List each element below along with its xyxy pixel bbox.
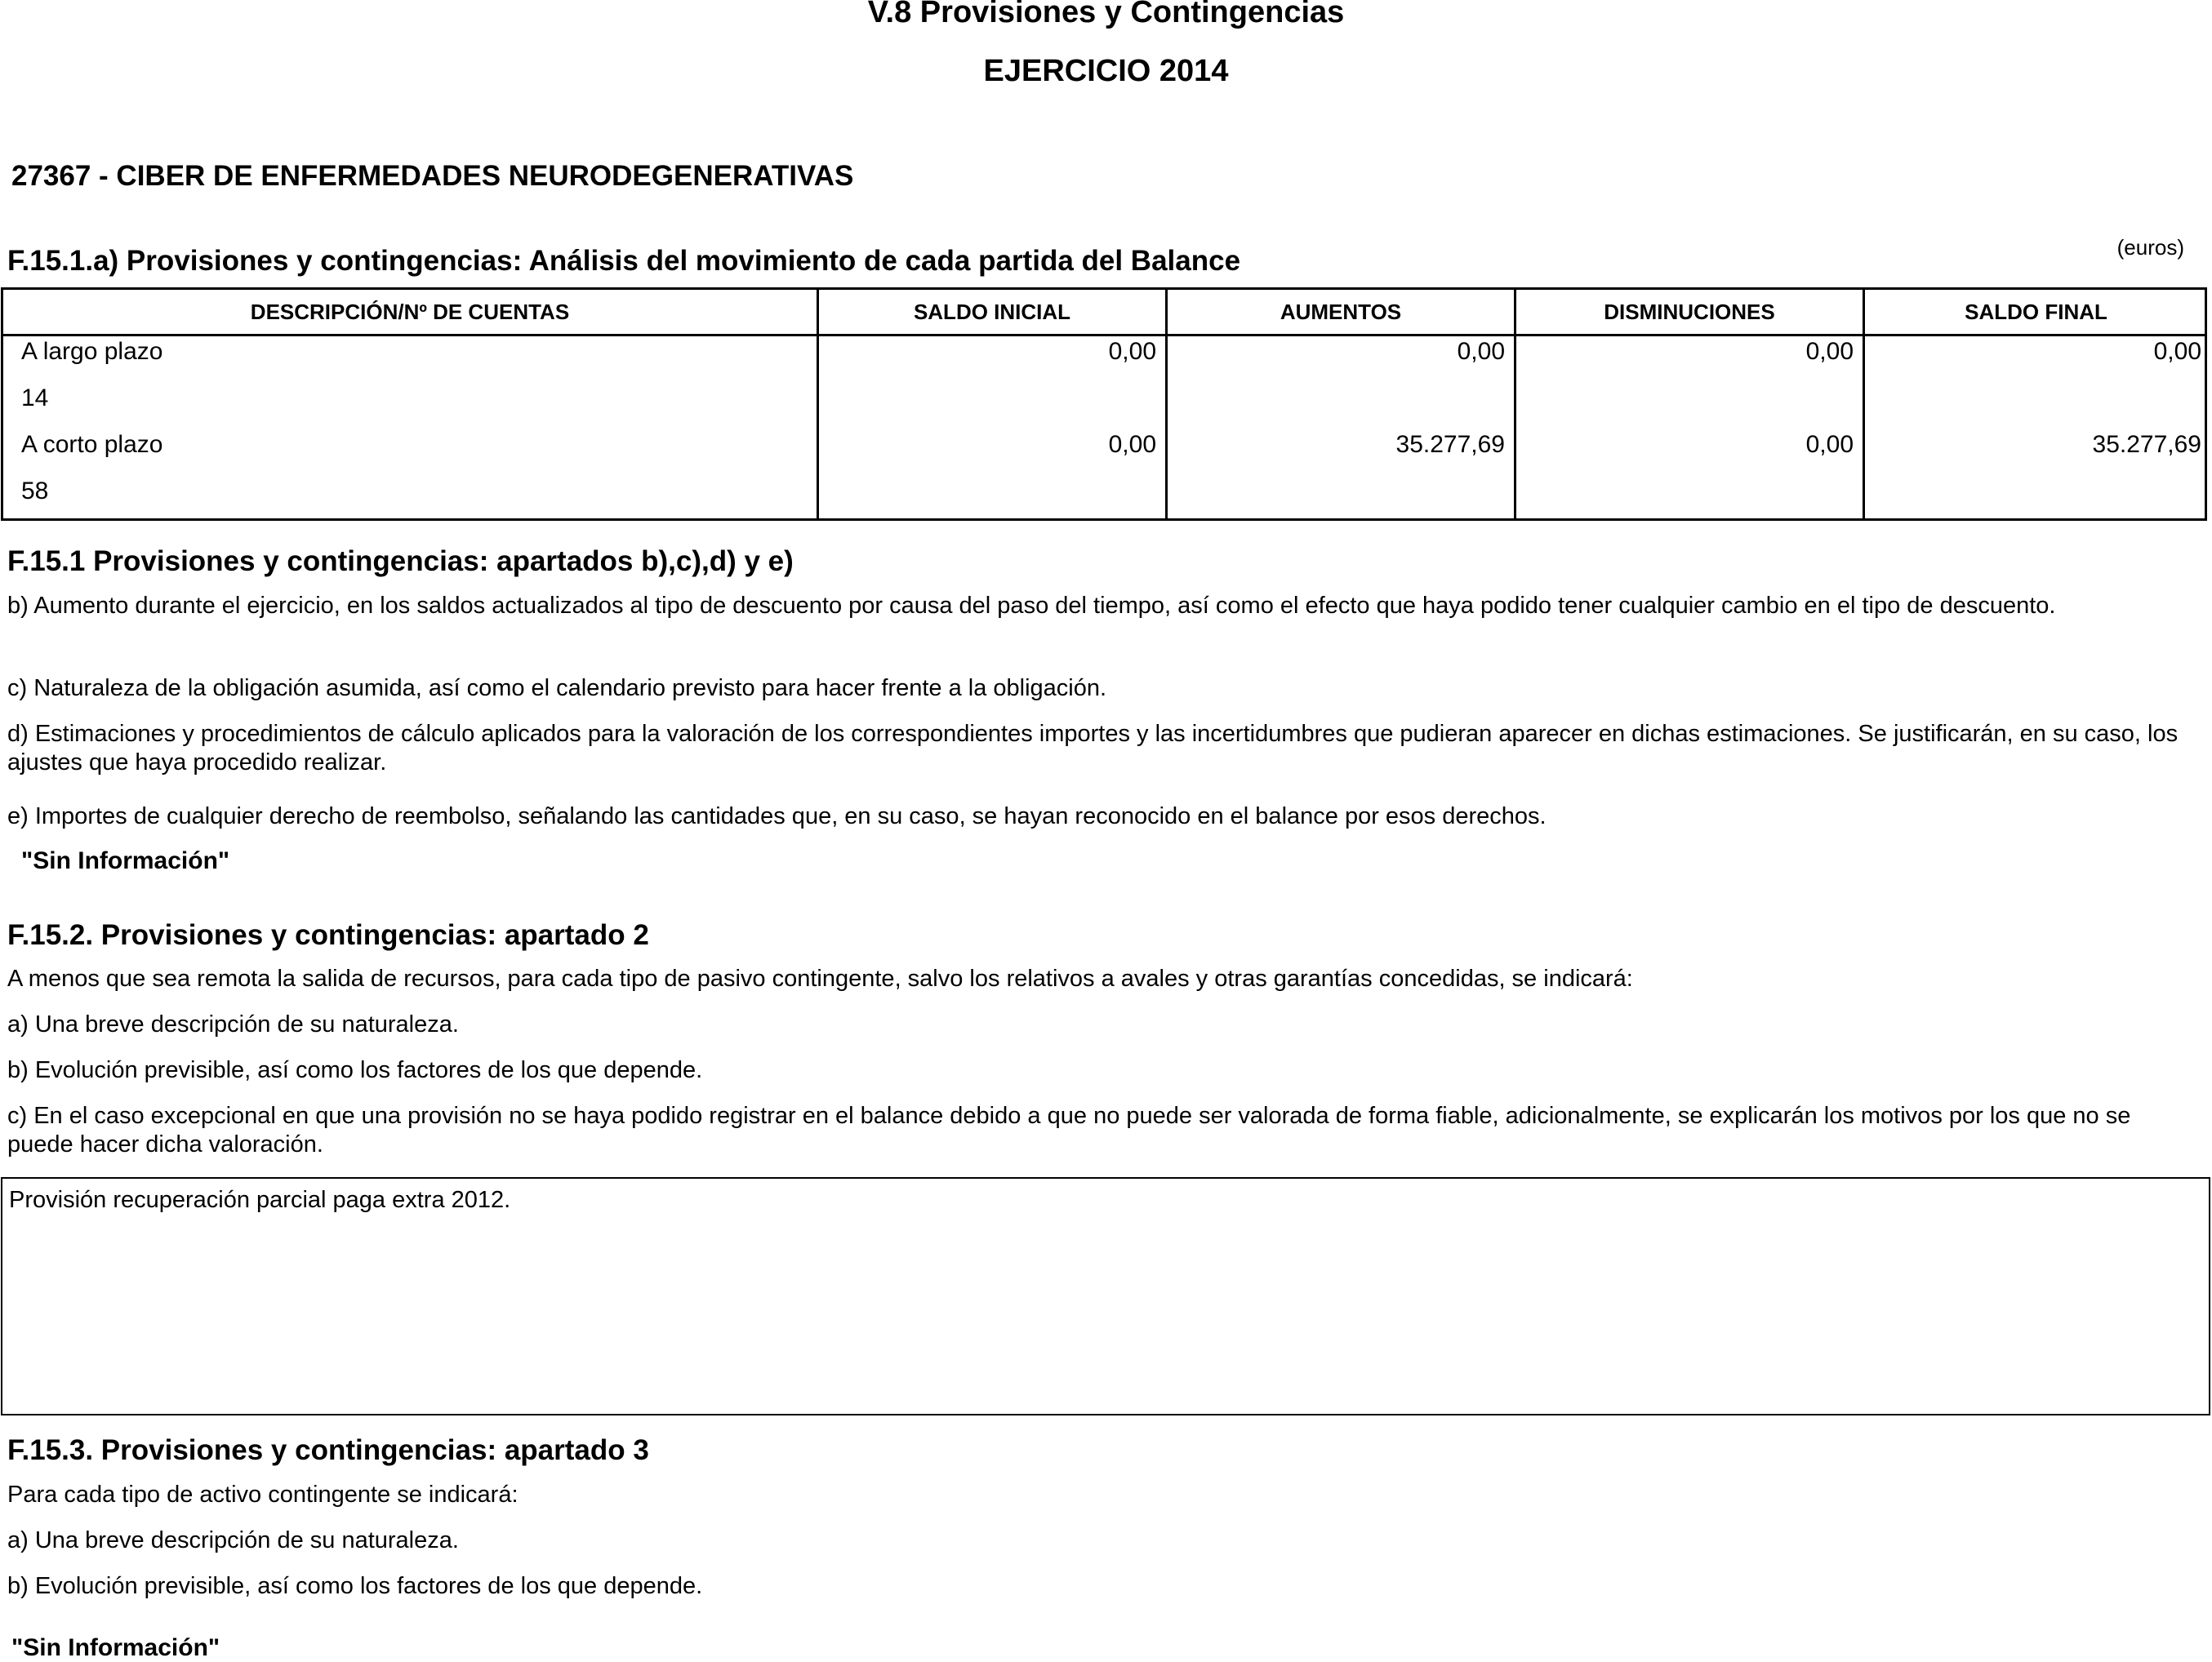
saldo-inicial-value: 0,00	[1108, 431, 1156, 458]
saldo-final-value: 35.277,69	[2092, 431, 2201, 458]
paragraph-a: a) Una breve descripción de su naturaleza.	[7, 1011, 459, 1038]
saldo-final-value: 0,00	[2153, 338, 2201, 365]
column-header-saldo-inicial: SALDO INICIAL	[913, 300, 1071, 324]
paragraph-c: c) Naturaleza de la obligación asumida, así como el calendario previsto para hacer frente a la obligación.	[7, 675, 1107, 701]
section-heading-f151a: F.15.1.a) Provisiones y contingencias: Análisis del movimiento de cada partida del Balance	[7, 245, 1241, 277]
exercise-year: EJERCICIO 2014	[983, 54, 1229, 88]
paragraph-intro: Para cada tipo de activo contingente se indicará:	[7, 1482, 519, 1508]
paragraph-b: b) Evolución previsible, así como los factores de los que depende.	[7, 1057, 703, 1083]
row-description: A corto plazo	[21, 431, 163, 458]
table-header	[3, 290, 2205, 336]
paragraph-b: b) Aumento durante el ejercicio, en los saldos actualizados al tipo de descuento por causa del paso del tiempo, así como el efecto que haya podido tener cualquier cambio en el tipo de descuento.	[7, 593, 2056, 619]
column-header-saldo-final: SALDO FINAL	[1965, 300, 2107, 324]
paragraph-a: a) Una breve descripción de su naturaleza.	[7, 1527, 459, 1553]
paragraph-b: b) Evolución previsible, así como los factores de los que depende.	[7, 1573, 703, 1599]
saldo-inicial-value: 0,00	[1108, 338, 1156, 365]
row-account-number: 58	[21, 478, 49, 504]
provisions-table	[1, 287, 2207, 521]
section-heading-f152: F.15.2. Provisiones y contingencias: apartado 2	[7, 919, 649, 951]
column-divider	[817, 290, 819, 518]
units-label: (euros)	[2116, 235, 2184, 260]
section-heading-f153: F.15.3. Provisiones y contingencias: apartado 3	[7, 1434, 649, 1466]
row-description: A largo plazo	[21, 338, 163, 365]
column-header-aumentos: AUMENTOS	[1280, 300, 1402, 324]
row-account-number: 14	[21, 384, 49, 411]
entity-name: 27367 - CIBER DE ENFERMEDADES NEURODEGENERATIVAS	[11, 160, 854, 192]
disminuciones-value: 0,00	[1805, 431, 1854, 458]
section-heading-f151: F.15.1 Provisiones y contingencias: apartados b),c),d) y e)	[7, 545, 794, 577]
column-header-disminuciones: DISMINUCIONES	[1604, 300, 1775, 324]
no-information-label: "Sin Información"	[21, 847, 230, 874]
page-title: V.8 Provisiones y Contingencias	[867, 0, 1345, 29]
paragraph-e: e) Importes de cualquier derecho de reembolso, señalando las cantidades que, en su caso, se hayan reconocido en el balance por esos derechos.	[7, 803, 1547, 829]
box-text: Provisión recuperación parcial paga extra 2012.	[9, 1187, 511, 1213]
column-divider	[1863, 290, 1865, 518]
paragraph-d: d) Estimaciones y procedimientos de cálculo aplicados para la valoración de los correspondientes importes y las incertidumbres que pudieran aparecer en dichas estimaciones. Se justificarán, en su caso, los ajustes que haya procedido realizar.	[7, 721, 2179, 775]
aumentos-value: 0,00	[1457, 338, 1505, 365]
paragraph-c: c) En el caso excepcional en que una provisión no se haya podido registrar en el balance debido a que no puede ser valorada de forma fiable, adicionalmente, se explicarán los motivos por los que no se puede hacer dicha valoración.	[7, 1103, 2131, 1158]
disminuciones-value: 0,00	[1805, 338, 1854, 365]
paragraph-intro: A menos que sea remota la salida de recursos, para cada tipo de pasivo contingente, salvo los relativos a avales y otras garantías concedidas, se indicará:	[7, 966, 1633, 992]
column-header-descripcion: DESCRIPCIÓN/Nº DE CUENTAS	[250, 300, 570, 324]
column-divider	[1514, 290, 1516, 518]
contingent-liability-box	[1, 1177, 2210, 1415]
aumentos-value: 35.277,69	[1395, 431, 1505, 458]
column-divider	[1165, 290, 1168, 518]
no-information-label: "Sin Información"	[11, 1634, 220, 1661]
